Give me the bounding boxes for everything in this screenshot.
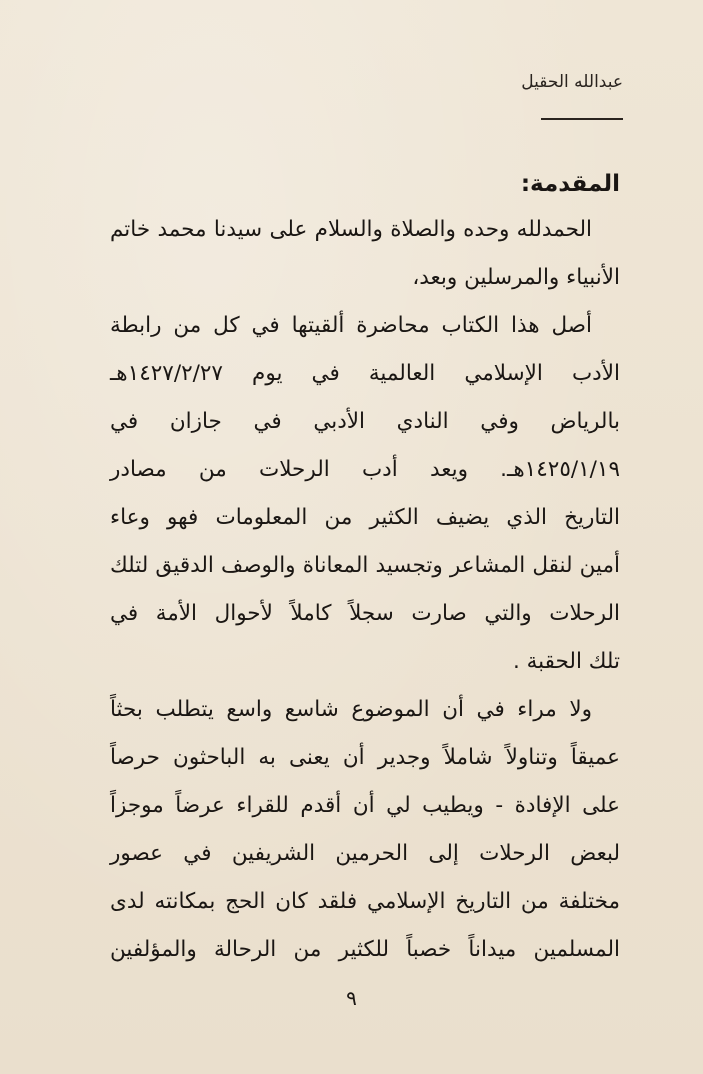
text-line: تلك الحقبة . — [512, 649, 620, 674]
page-number: ٩ — [346, 986, 357, 1010]
text-line: التاريخ الذي يضيف الكثير من المعلومات فهو وعاء — [110, 505, 620, 530]
paragraph-1 — [110, 206, 620, 302]
text-line: ولا مراء في أن الموضوع شاسع واسع يتطلب بحثاً — [110, 697, 592, 722]
running-header — [423, 72, 623, 92]
text-line: على الإفادة - ويطيب لي أن أقدم للقراء عرضاً موجزاً — [110, 793, 620, 818]
text-line: بالرياض وفي النادي الأدبي في جازان في — [110, 409, 620, 434]
header-rule — [541, 118, 623, 120]
text-line: الحمدلله وحده والصلاة والسلام على سيدنا محمد خاتم — [110, 217, 592, 242]
page-body — [110, 162, 620, 974]
paragraph-2 — [110, 302, 620, 686]
paragraph-3 — [110, 686, 620, 974]
text-line: ١٤٢٥/١/١٩هـ. ويعد أدب الرحلات من مصادر — [110, 457, 620, 482]
text-line: مختلفة من التاريخ الإسلامي فلقد كان الحج بمكانته لدى — [110, 889, 620, 914]
text-line: المسلمين ميداناً خصباً للكثير من الرحالة والمؤلفين — [110, 937, 620, 962]
text-line: الأنبياء والمرسلين وبعد، — [412, 265, 620, 290]
text-line: الأدب الإسلامي العالمية في يوم ١٤٢٧/٢/٢٧هـ — [110, 361, 620, 386]
text-line: عميقاً وتناولاً شاملاً وجدير أن يعنى به الباحثون حرصاً — [110, 745, 620, 770]
section-title: المقدمة: — [520, 171, 620, 197]
text-line: لبعض الرحلات إلى الحرمين الشريفين في عصور — [110, 841, 620, 866]
header-author: عبدالله الحقيل — [521, 72, 623, 92]
text-line: أصل هذا الكتاب محاضرة ألقيتها في كل من رابطة — [110, 313, 592, 338]
text-line: الرحلات والتي صارت سجلاً كاملاً لأحوال الأمة في — [110, 601, 620, 626]
text-line: أمين لنقل المشاعر وتجسيد المعاناة والوصف الدقيق لتلك — [110, 553, 620, 578]
